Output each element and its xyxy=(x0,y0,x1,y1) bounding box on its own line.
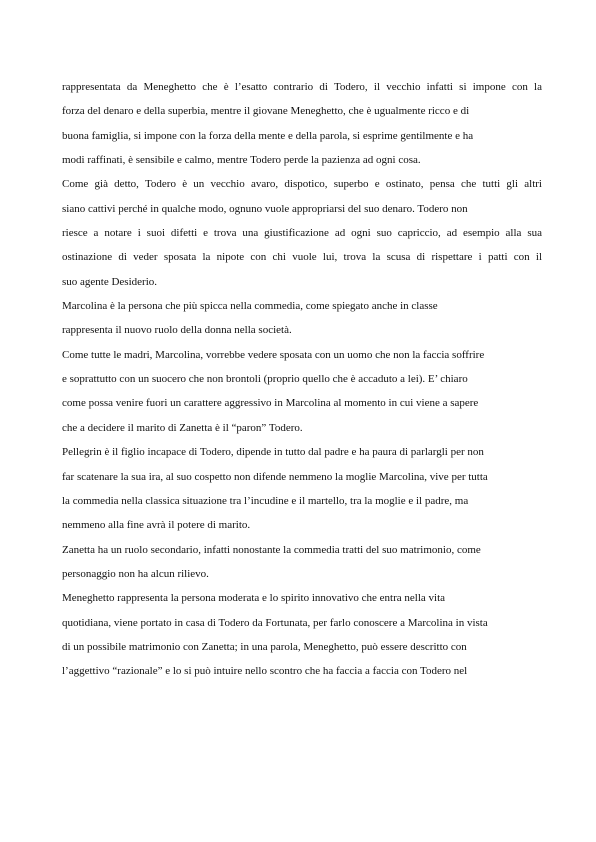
text-line: Come tutte le madri, Marcolina, vorrebbe vedere sposata con un uomo che non la faccia soffrire xyxy=(62,348,485,361)
text-line: forza del denaro e della superbia, mentre il giovane Meneghetto, che è ugualmente ricco e di xyxy=(62,105,470,118)
text-line: personaggio non ha alcun rilievo. xyxy=(62,567,209,580)
text-line: Zanetta ha un ruolo secondario, infatti nonostante la commedia tratti del suo matrimonio, come xyxy=(62,543,481,556)
text-line: quotidiana, viene portato in casa di Todero da Fortunata, per farlo conoscere a Marcolina in vista xyxy=(62,616,488,629)
text-line: buona famiglia, si impone con la forza della mente e della parola, si esprime gentilmente e ha xyxy=(62,129,474,142)
body-text xyxy=(62,80,542,689)
text-line: che a decidere il marito di Zanetta è il “paron” Todero. xyxy=(62,421,303,434)
text-line: rappresentata da Meneghetto che è l’esatto contrario di Todero, il vecchio infatti si impone con la xyxy=(62,81,542,93)
text-line: la commedia nella classica situazione tra l’incudine e il martello, tra la moglie e il padre, ma xyxy=(62,494,469,507)
text-line: Come già detto, Todero è un vecchio avaro, dispotico, superbo e ostinato, pensa che tutti gli altri xyxy=(62,178,542,191)
text-line: Meneghetto rappresenta la persona moderata e lo spirito innovativo che entra nella vita xyxy=(62,592,446,605)
text-line: Pellegrin è il figlio incapace di Todero, dipende in tutto dal padre e ha paura di parlargli per non xyxy=(62,446,484,459)
text-line: suo agente Desiderio. xyxy=(62,275,157,288)
text-line: e soprattutto con un suocero che non brontoli (proprio quello che è accaduto a lei). E’ chiaro xyxy=(62,373,468,386)
text-line: nemmeno alla fine avrà il potere di marito. xyxy=(62,519,251,532)
text-line: siano cattivi perché in qualche modo, ognuno vuole appropriarsi del suo denaro. Todero non xyxy=(62,202,468,215)
text-line: di un possibile matrimonio con Zanetta; in una parola, Meneghetto, può essere descritto con xyxy=(62,640,467,653)
text-line: l’aggettivo “razionale” e lo si può intuire nello scontro che ha faccia a faccia con Todero nel xyxy=(62,665,468,678)
text-line: come possa venire fuori un carattere aggressivo in Marcolina al momento in cui viene a sapere xyxy=(62,397,479,410)
text-line: rappresenta il nuovo ruolo della donna nella società. xyxy=(62,324,292,337)
text-line: far scatenare la sua ira, al suo cospetto non difende nemmeno la moglie Marcolina, vive per tutta xyxy=(62,470,488,483)
text-line: Marcolina è la persona che più spicca nella commedia, come spiegato anche in classe xyxy=(62,300,438,313)
text-line: modi raffinati, è sensibile e calmo, mentre Todero perde la pazienza ad ogni cosa. xyxy=(62,154,421,167)
text-line: riesce a notare i suoi difetti e trova una giustificazione ad ogni suo capriccio, ad esempio alla sua xyxy=(62,227,542,240)
text-line: ostinazione di veder sposata la nipote con chi vuole lui, trova la scusa di rispettare i patti con il xyxy=(62,251,542,264)
